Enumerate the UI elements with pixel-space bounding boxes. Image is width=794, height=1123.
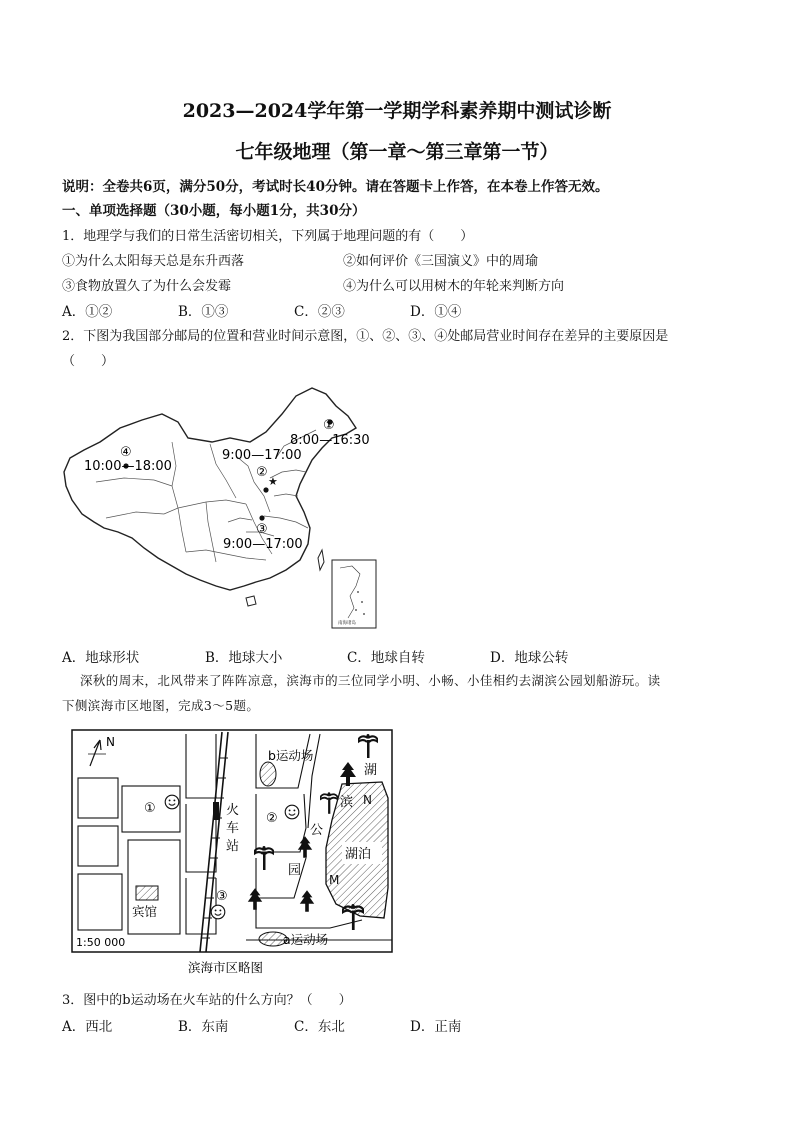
south-china-sea-inset bbox=[332, 560, 376, 628]
map-caption: 滨海市区略图 bbox=[188, 960, 264, 975]
point-n-label: N bbox=[363, 793, 372, 807]
marker-3: ③ bbox=[216, 889, 228, 904]
q1-item-1: ①为什么太阳每天总是东升西落 bbox=[62, 254, 245, 269]
section-heading: 一、单项选择题（30小题，每小题1分，共30分） bbox=[62, 203, 366, 219]
student-2-smile-icon bbox=[285, 805, 299, 819]
china-outline bbox=[64, 388, 356, 590]
q3-option-d: D．正南 bbox=[410, 1019, 462, 1035]
post-office-3-dot bbox=[259, 515, 264, 520]
stadium-b-icon bbox=[260, 762, 276, 786]
china-map-figure bbox=[60, 382, 380, 632]
hotel-label: 宾馆 bbox=[132, 904, 158, 919]
binhai-city-map bbox=[70, 728, 396, 978]
post-office-2-time: 9:00—17:00 bbox=[222, 448, 302, 463]
post-office-1-mark: ① bbox=[323, 418, 335, 433]
stadium-a-label: a运动场 bbox=[283, 932, 329, 947]
station-char-1: 火 bbox=[226, 803, 240, 818]
north-label: N bbox=[106, 735, 115, 749]
stadium-b-label: b运动场 bbox=[268, 748, 314, 763]
q1-option-c: C．②③ bbox=[294, 304, 345, 320]
q1-stem: 1．地理学与我们的日常生活密切相关，下列属于地理问题的有（ ） bbox=[62, 229, 474, 244]
student-3-smile-icon bbox=[211, 905, 225, 919]
passage-line-1: 深秋的周末，北风带来了阵阵凉意，滨海市的三位同学小明、小畅、小佳相约去湖滨公园划船游玩。读 bbox=[80, 673, 661, 688]
q3-stem: 3．图中的b运动场在火车站的什么方向？（ ） bbox=[62, 993, 352, 1008]
map-scale: 1:50 000 bbox=[76, 936, 126, 949]
hotel-icon bbox=[136, 886, 158, 900]
station-char-2: 车 bbox=[226, 821, 240, 836]
instructions: 说明：全卷共6页，满分50分，考试时长40分钟。请在答题卡上作答，在本卷上作答无效。 bbox=[62, 179, 609, 195]
post-office-4-time: 10:00—18:00 bbox=[84, 459, 172, 474]
park-char-1: 湖 bbox=[364, 763, 378, 778]
station-building bbox=[213, 802, 219, 820]
q2-stem: 2．下图为我国部分邮局的位置和营业时间示意图，①、②、③、④处邮局营业时间存在差异的主要原因是 bbox=[62, 329, 669, 344]
q1-item-3: ③食物放置久了为什么会发霉 bbox=[62, 279, 232, 294]
park-char-2: 滨 bbox=[340, 795, 354, 810]
q2-stem-blank: （ ） bbox=[62, 354, 115, 369]
q2-option-d: D．地球公转 bbox=[490, 650, 569, 666]
point-m-label: M bbox=[329, 873, 340, 887]
q2-option-b: B．地球大小 bbox=[205, 650, 283, 666]
q1-option-d: D．①④ bbox=[410, 304, 462, 320]
student-1-smile-icon bbox=[165, 795, 179, 809]
exam-title: 2023—2024学年第一学期学科素养期中测试诊断 bbox=[182, 100, 612, 122]
passage-line-2: 下侧滨海市区地图，完成3～5题。 bbox=[62, 698, 260, 713]
post-office-2-mark: ② bbox=[256, 465, 268, 480]
park-char-3: 公 bbox=[310, 823, 324, 838]
q1-item-4: ④为什么可以用树木的年轮来判断方向 bbox=[343, 279, 565, 294]
post-office-2-dot bbox=[263, 487, 268, 492]
q3-option-a: A．西北 bbox=[62, 1019, 113, 1035]
post-office-3-time: 9:00—17:00 bbox=[223, 537, 303, 552]
q3-option-b: B．东南 bbox=[178, 1019, 229, 1035]
park-char-4: 园 bbox=[288, 863, 302, 878]
q1-option-b: B．①③ bbox=[178, 304, 229, 320]
post-office-3-mark: ③ bbox=[256, 522, 268, 537]
q1-option-a: A．①② bbox=[62, 304, 113, 320]
capital-star-icon: ★ bbox=[268, 475, 278, 488]
marker-2: ② bbox=[266, 811, 278, 826]
exam-subtitle: 七年级地理（第一章～第三章第一节） bbox=[235, 141, 559, 163]
q2-option-c: C．地球自转 bbox=[347, 650, 425, 666]
q1-item-2: ②如何评价《三国演义》中的周瑜 bbox=[343, 254, 539, 269]
lake-label: 湖泊 bbox=[345, 847, 372, 862]
q2-option-a: A．地球形状 bbox=[62, 650, 140, 666]
q3-option-c: C．东北 bbox=[294, 1019, 345, 1035]
post-office-4-mark: ④ bbox=[120, 445, 132, 460]
inset-label: 南海诸岛 bbox=[338, 621, 356, 626]
post-office-1-time: 8:00—16:30 bbox=[290, 433, 370, 448]
marker-1: ① bbox=[144, 801, 156, 816]
station-char-3: 站 bbox=[226, 839, 240, 854]
